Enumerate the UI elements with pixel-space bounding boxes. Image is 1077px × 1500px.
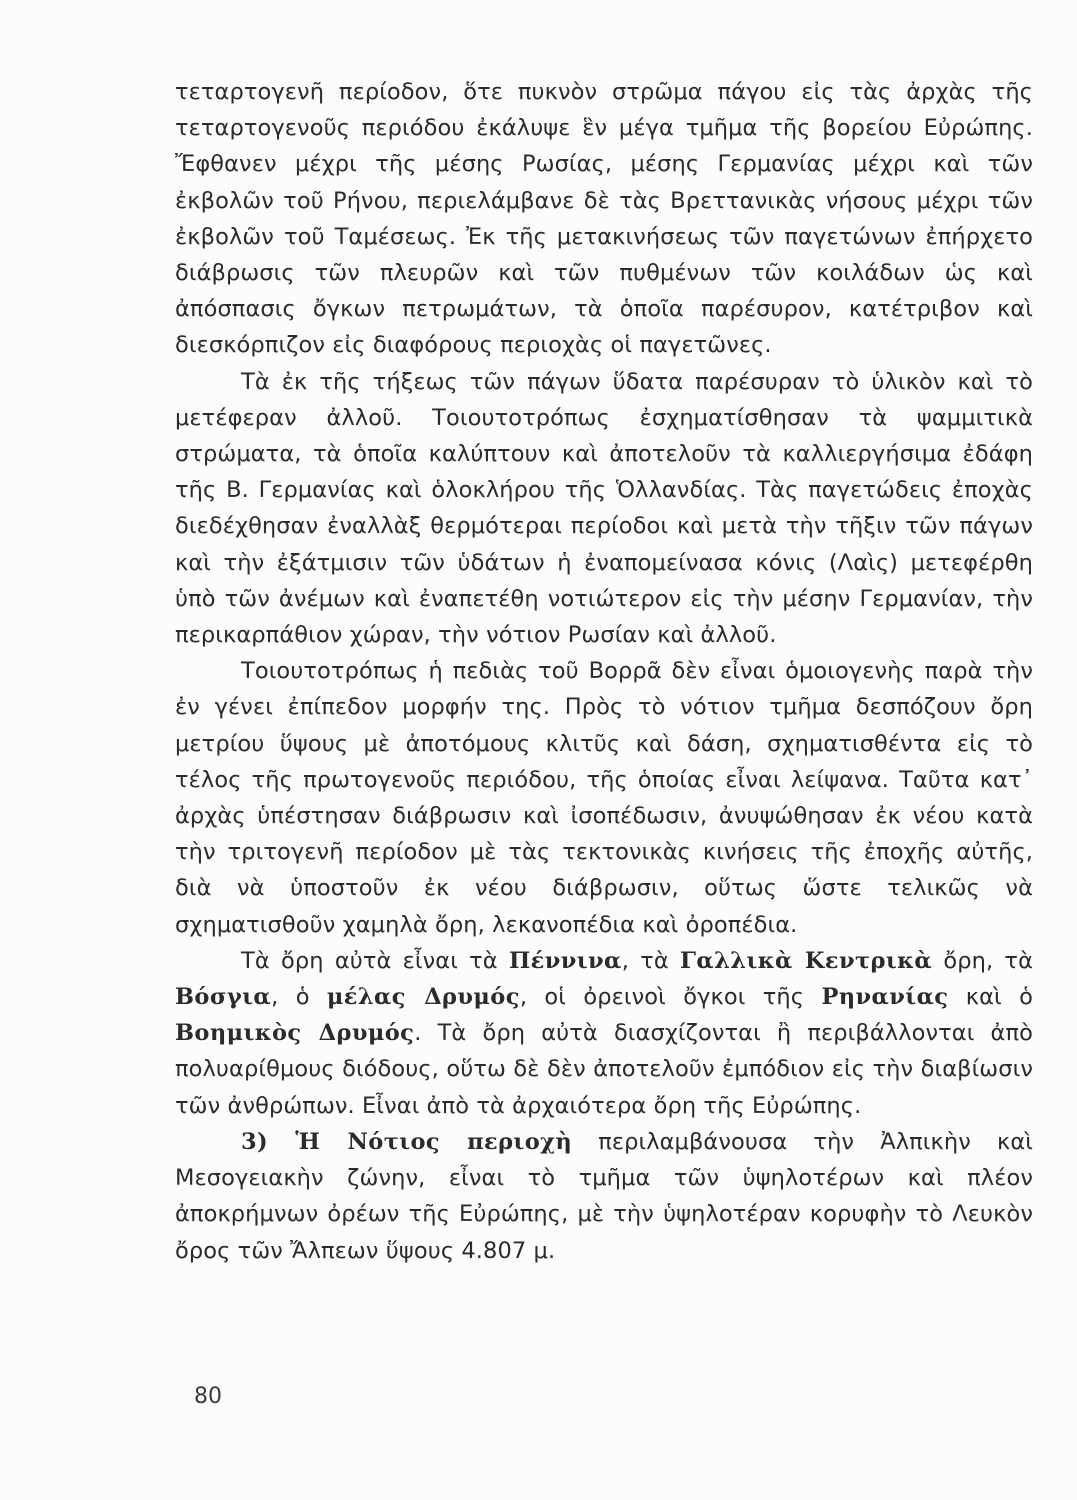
text-run: , ὁ <box>271 984 327 1011</box>
paragraph-3: Τοιουτοτρόπως ἡ πεδιὰς τοῦ Βορρᾶ δὲν εἶναι ὁμοιογενὴς παρὰ τὴν ἐν γένει ἐπίπεδον μορφήν της. Πρὸς τὸ νότιον τμῆμα δεσπόζουν ὄρη μετρίου ὕψους μὲ ἀποτόμους κλιτῦς καὶ δάση, σχηματισθέντα εἰς τὸ τέλος τῆς πρωτογενοῦς περιόδου, τῆς ὁποίας εἶναι λείψανα. Ταῦτα κατ᾽ ἀρχὰς ὑπέστησαν διάβρωσιν καὶ ἰσοπέδωσιν, ἀνυψώθησαν ἐκ νέου κατὰ τὴν τριτογενῆ περίοδον μὲ τὰς τεκτονικὰς κινήσεις τῆς ἐποχῆς αὐτῆς, διὰ νὰ ὑποστοῦν ἐκ νέου διάβρωσιν, οὕτως ὥστε τελικῶς νὰ σχηματισθοῦν χαμηλὰ ὄρη, λεκανοπέδια καὶ ὀροπέδια. <box>175 658 1033 938</box>
mountain-name-pennina: Πέννινα <box>508 947 622 974</box>
mountain-name-voimikos-drymos: Βοημικὸς Δρυμός <box>175 1020 415 1047</box>
text-run: ὄρη, τὰ <box>932 947 1033 974</box>
text-run: . Τὰ ὄρη αὐτὰ διασχίζονται ἢ περιβάλλονται ἀπὸ πολυαρίθμους διόδους, οὕτω δὲ δὲν ἀποτελοῦν ἐμπόδιον εἰς τὴν διαβίωσιν τῶν ἀνθρώπων. Εἶναι ἀπὸ τὰ ἀρχαιότερα ὄρη τῆς Εὐρώπης. <box>175 1020 1033 1119</box>
text-run: Τὰ ὄρη αὐτὰ εἶναι τὰ <box>241 947 509 974</box>
paragraph-4 <box>175 943 1033 1124</box>
section-heading: 3) Ἡ Νότιος περιοχὴ <box>241 1128 573 1155</box>
text-run: , τὰ <box>621 947 680 974</box>
text-run: περιλαμβάνουσα τὴν Ἀλπικὴν καὶ Μεσογειακὴν ζώνην, εἶναι τὸ τμῆμα τῶν ὑψηλοτέρων καὶ πλέον ἀποκρήμνων ὀρέων τῆς Εὐρώπης, μὲ τὴν ὑψηλοτέραν κορυφὴν τὸ Λευκὸν ὄρος τῶν Ἄλπεων ὕψους 4.807 μ. <box>175 1128 1033 1264</box>
mountain-name-gallika: Γαλλικὰ Κεντρικὰ <box>680 947 933 974</box>
text-run: καὶ ὁ <box>948 984 1033 1011</box>
page-number: 80 <box>194 1384 222 1409</box>
body-text <box>175 74 1033 1269</box>
paragraph-2: Τὰ ἐκ τῆς τήξεως τῶν πάγων ὕδατα παρέσυραν τὸ ὑλικὸν καὶ τὸ μετέφεραν ἀλλοῦ. Τοιουτοτρόπως ἐσχηματίσθησαν τὰ ψαμμιτικὰ στρώματα, τὰ ὁποῖα καλύπτουν καὶ ἀποτελοῦν τὰ καλλιεργήσιμα ἐδάφη τῆς Β. Γερμανίας καὶ ὁλοκλήρου τῆς Ὁλλανδίας. Τὰς παγετώδεις ἐποχὰς διεδέχθησαν ἐναλλὰξ θερμότεραι περίοδοι καὶ μετὰ τὴν τῆξιν τῶν πάγων καὶ τὴν ἐξάτμισιν τῶν ὑδάτων ἡ ἐναπομείνασα κόνις (Λαὶς) μετεφέρθη ὑπὸ τῶν ἀνέμων καὶ ἐναπετέθη νοτιώτερον εἰς τὴν μέσην Γερμανίαν, τὴν περικαρπάθιον χώραν, τὴν νότιον Ρωσίαν καὶ ἀλλοῦ. <box>175 368 1033 649</box>
paragraph-5 <box>175 1124 1033 1269</box>
mountain-name-vosgia: Βόσγια <box>175 984 272 1011</box>
mountain-name-melas-drymos: μέλας Δρυμός <box>326 984 520 1011</box>
text-run: , οἱ ὀρεινοὶ ὄγκοι τῆς <box>519 984 822 1011</box>
mountain-name-rinanias: Ρηνανίας <box>821 984 949 1011</box>
paragraph-1: τεταρτογενῆ περίοδον, ὅτε πυκνὸν στρῶμα πάγου εἰς τὰς ἀρχὰς τῆς τεταρτογενοῦς περιόδου ἐκάλυψε ἓν μέγα τμῆμα τῆς βορείου Εὐρώπης. Ἔφθανεν μέχρι τῆς μέσης Ρωσίας, μέσης Γερμανίας μέχρι καὶ τῶν ἐκβολῶν τοῦ Ρήνου, περιελάμβανε δὲ τὰς Βρεττανικὰς νήσους μέχρι τῶν ἐκβολῶν τοῦ Ταμέσεως. Ἐκ τῆς μετακινήσεως τῶν παγετώνων ἐπήρχετο διάβρωσις τῶν πλευρῶν καὶ τῶν πυθμένων τῶν κοιλάδων ὡς καὶ ἀπόσπασις ὄγκων πετρωμάτων, τὰ ὁποῖα παρέσυρον, κατέτριβον καὶ διεσκόρπιζον εἰς διαφόρους περιοχὰς οἱ παγετῶνες. <box>175 79 1033 359</box>
